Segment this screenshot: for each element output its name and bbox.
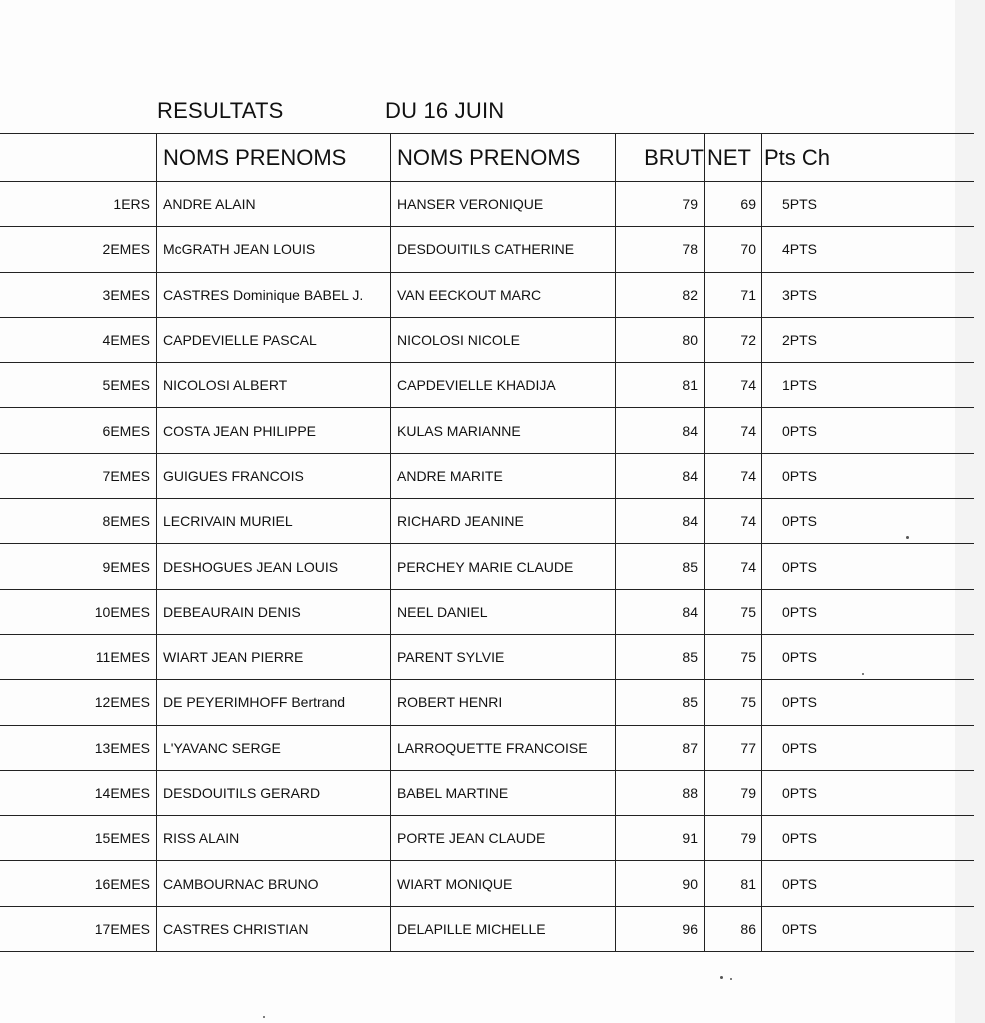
cell-brut: 84 [616,408,705,453]
cell-name1: GUIGUES FRANCOIS [157,453,391,498]
cell-name2: RICHARD JEANINE [391,499,616,544]
cell-brut: 96 [616,906,705,951]
cell-rank: 2EMES [102,241,150,258]
table-row [0,770,974,815]
cell-brut: 79 [616,182,705,227]
cell-name2: PORTE JEAN CLAUDE [391,816,616,861]
cell-pts: 4PTS [762,227,975,272]
cell-brut: 91 [616,816,705,861]
cell-pts: 0PTS [762,861,975,906]
cell-name2: CAPDEVIELLE KHADIJA [391,363,616,408]
cell-brut: 87 [616,725,705,770]
cell-net: 77 [705,725,762,770]
table-row [0,272,974,317]
cell-name2: WIART MONIQUE [391,861,616,906]
cell-rank: 17EMES [94,920,150,937]
cell-net: 79 [705,770,762,815]
header-brut: BRUT [616,134,705,182]
cell-rank: 4EMES [102,332,150,349]
cell-rank: 15EMES [94,830,150,847]
cell-pts: 0PTS [762,770,975,815]
cell-rank: 10EMES [94,603,150,620]
cell-name1: CAMBOURNAC BRUNO [157,861,391,906]
cell-brut: 80 [616,317,705,362]
cell-brut: 85 [616,680,705,725]
cell-name1: CAPDEVIELLE PASCAL [157,317,391,362]
cell-pts: 0PTS [762,589,975,634]
cell-pts: 0PTS [762,408,975,453]
cell-name1: NICOLOSI ALBERT [157,363,391,408]
table-row [0,680,974,725]
cell-name2: DESDOUITILS CATHERINE [391,227,616,272]
cell-name1: DESHOGUES JEAN LOUIS [157,544,391,589]
cell-name2: BABEL MARTINE [391,770,616,815]
cell-name1: CASTRES Dominique BABEL J. [157,272,391,317]
cell-pts: 0PTS [762,544,975,589]
cell-name1: WIART JEAN PIERRE [157,634,391,679]
cell-name2: NICOLOSI NICOLE [391,317,616,362]
cell-rank: 7EMES [102,467,150,484]
cell-name1: DE PEYERIMHOFF Bertrand [157,680,391,725]
header-net: NET [705,134,762,182]
cell-brut: 84 [616,453,705,498]
cell-name2: DELAPILLE MICHELLE [391,906,616,951]
cell-name2: HANSER VERONIQUE [391,182,616,227]
scan-speck [730,978,732,980]
cell-rank: 9EMES [102,558,150,575]
cell-net: 86 [705,906,762,951]
cell-name1: McGRATH JEAN LOUIS [157,227,391,272]
cell-brut: 78 [616,227,705,272]
cell-name2: PERCHEY MARIE CLAUDE [391,544,616,589]
table-row [0,408,974,453]
cell-net: 74 [705,499,762,544]
cell-net: 74 [705,544,762,589]
cell-name2: ANDRE MARITE [391,453,616,498]
header-name2: NOMS PRENOMS [391,134,616,182]
scan-speck [263,1016,265,1018]
cell-net: 72 [705,317,762,362]
results-body [0,182,974,952]
cell-net: 79 [705,816,762,861]
cell-rank: 11EMES [95,649,150,666]
cell-rank: 5EMES [102,377,150,394]
scan-speck [862,673,864,675]
cell-net: 74 [705,453,762,498]
cell-name2: LARROQUETTE FRANCOISE [391,725,616,770]
cell-net: 75 [705,634,762,679]
table-row [0,453,974,498]
table-header-row [0,134,974,182]
table-row [0,182,974,227]
cell-pts: 5PTS [762,182,975,227]
header-pts: Pts Ch [762,134,975,182]
table-row [0,544,974,589]
cell-name2: PARENT SYLVIE [391,634,616,679]
cell-rank: 3EMES [102,286,150,303]
cell-brut: 81 [616,363,705,408]
cell-name1: LECRIVAIN MURIEL [157,499,391,544]
cell-name1: COSTA JEAN PHILIPPE [157,408,391,453]
table-row [0,634,974,679]
cell-net: 75 [705,680,762,725]
cell-brut: 90 [616,861,705,906]
cell-rank: 1ERS [113,196,150,213]
table-row [0,861,974,906]
cell-rank: 12EMES [94,694,150,711]
cell-brut: 84 [616,589,705,634]
results-title: RESULTATS [157,98,284,123]
cell-net: 75 [705,589,762,634]
table-row [0,725,974,770]
cell-name2: VAN EECKOUT MARC [391,272,616,317]
cell-rank: 16EMES [94,875,150,892]
cell-pts: 0PTS [762,453,975,498]
table-row [0,906,974,951]
cell-pts: 0PTS [762,725,975,770]
cell-rank: 13EMES [94,739,150,756]
cell-name2: ROBERT HENRI [391,680,616,725]
cell-brut: 82 [616,272,705,317]
cell-net: 74 [705,363,762,408]
cell-name1: DESDOUITILS GERARD [157,770,391,815]
cell-pts: 0PTS [762,634,975,679]
table-row [0,317,974,362]
cell-pts: 0PTS [762,499,975,544]
cell-pts: 0PTS [762,816,975,861]
cell-name1: ANDRE ALAIN [157,182,391,227]
table-row [0,816,974,861]
cell-pts: 2PTS [762,317,975,362]
cell-brut: 85 [616,634,705,679]
cell-net: 71 [705,272,762,317]
cell-name1: DEBEAURAIN DENIS [157,589,391,634]
cell-net: 74 [705,408,762,453]
cell-name2: NEEL DANIEL [391,589,616,634]
cell-brut: 88 [616,770,705,815]
cell-rank: 8EMES [102,513,150,530]
cell-name2: KULAS MARIANNE [391,408,616,453]
table-row [0,589,974,634]
cell-name1: L'YAVANC SERGE [157,725,391,770]
table-row [0,363,974,408]
cell-net: 81 [705,861,762,906]
cell-brut: 85 [616,544,705,589]
table-row [0,499,974,544]
cell-pts: 0PTS [762,680,975,725]
cell-pts: 3PTS [762,272,975,317]
cell-name1: RISS ALAIN [157,816,391,861]
results-table [0,133,974,952]
header-name1: NOMS PRENOMS [157,134,391,182]
table-row [0,227,974,272]
cell-name1: CASTRES CHRISTIAN [157,906,391,951]
scan-speck [906,536,909,539]
scan-speck [720,976,723,979]
results-date: DU 16 JUIN [385,98,505,123]
cell-brut: 84 [616,499,705,544]
cell-net: 70 [705,227,762,272]
cell-rank: 14EMES [94,785,150,801]
cell-net: 69 [705,182,762,227]
cell-pts: 1PTS [762,363,975,408]
cell-rank: 6EMES [102,422,150,439]
cell-pts: 0PTS [762,906,975,951]
header-rank [0,134,157,182]
